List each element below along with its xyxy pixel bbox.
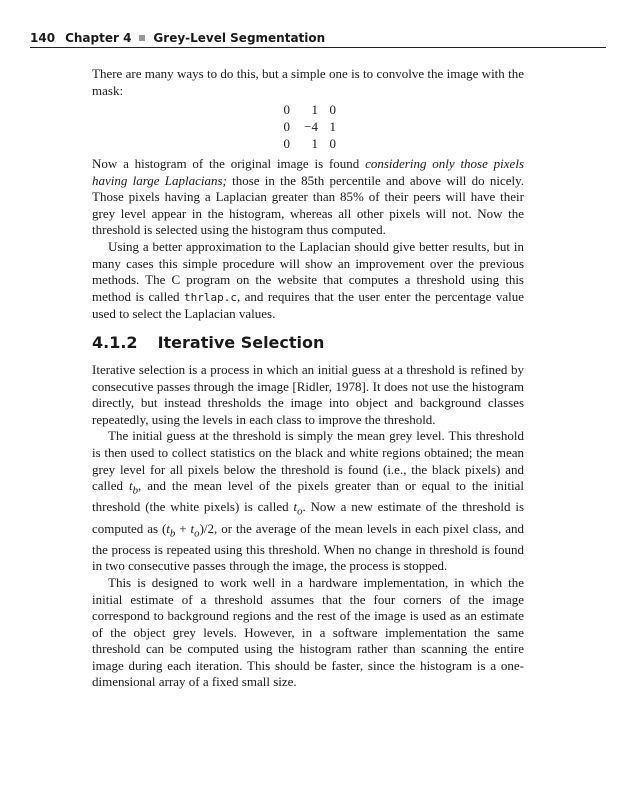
- paragraph-hardware: This is designed to work well in a hardware implementation, in which the initial estimate of a threshold assumes that the four corners of the image correspond to background regions and the rest of the image is used as an estimate of the object grey levels. However, in a software implementation the same threshold can be computed using the histogram rather than scanning the entire image during each iteration. This should be faster, since the histogram is a one-dimensional array of a fixed small size.: [92, 574, 524, 690]
- header-rule: [30, 47, 606, 48]
- program-name: thrlap.c: [183, 290, 237, 304]
- chapter-label: Chapter 4: [65, 31, 132, 45]
- mask-row: 0 1 0: [283, 102, 336, 117]
- body-text-bottom: [92, 362, 524, 691]
- mask-row: 0 1 0: [283, 136, 336, 151]
- laplacian-mask: [280, 101, 350, 152]
- page-number: 140: [30, 31, 56, 45]
- header-separator-icon: [139, 35, 145, 41]
- section-heading: [92, 333, 524, 352]
- paragraph-iterative-intro: Iterative selection is a process in which an initial guess at a threshold is refined by consecutive passes through the image [Ridler, 1978]. It does not use the histogram directly, but instead thresholds the image into object and background classes repeatedly, using the levels in each class to improve the threshold.: [92, 362, 524, 427]
- running-header: [30, 30, 606, 46]
- mask-row: 0 −4 1: [283, 119, 336, 134]
- body-text-top: [92, 156, 524, 323]
- intro-paragraph: There are many ways to do this, but a simple one is to convolve the image with the mask:: [92, 66, 524, 98]
- chapter-title: Grey-Level Segmentation: [153, 31, 326, 45]
- paragraph-approximation: Using a better approximation to the Laplacian should give better results, but in many cases this simple procedure will show an improvement over the previous methods. The C program on the website that computes a threshold using this method is called thrlap.c, and requires that the user enter the percentage value used to select the Laplacian values.: [92, 238, 524, 322]
- paragraph-initial-guess: The initial guess at the threshold is simply the mean grey level. This threshold is then used to collect statistics on the black and white regions obtained; the mean grey level for all pixels below the threshold is found (i.e., the black pixels) and called $t_b$, and the mean level of the pixels greater than or equal to the initial threshold (the white pixels) is called $t_o$. Now a new estimate of the threshold is computed as $(t_b + t_o)/2$, or the average of the mean levels in each pixel class, and the process is repeated using this threshold. When no change in threshold is found in two consecutive passes through the image, the process is stopped.: [92, 428, 525, 574]
- section-number: 4.1.2: [92, 333, 138, 352]
- paragraph-histogram: Now a histogram of the original image is found considering only those pixels having large Laplacians; those in the 85th percentile and above will do nicely. Those pixels having a Laplacian greater than 85% of their peers will have their grey level appear in the histogram, whereas all other pixels will not. Now the threshold is selected using the histogram thus computed.: [92, 156, 525, 238]
- section-title: Iterative Selection: [157, 333, 325, 352]
